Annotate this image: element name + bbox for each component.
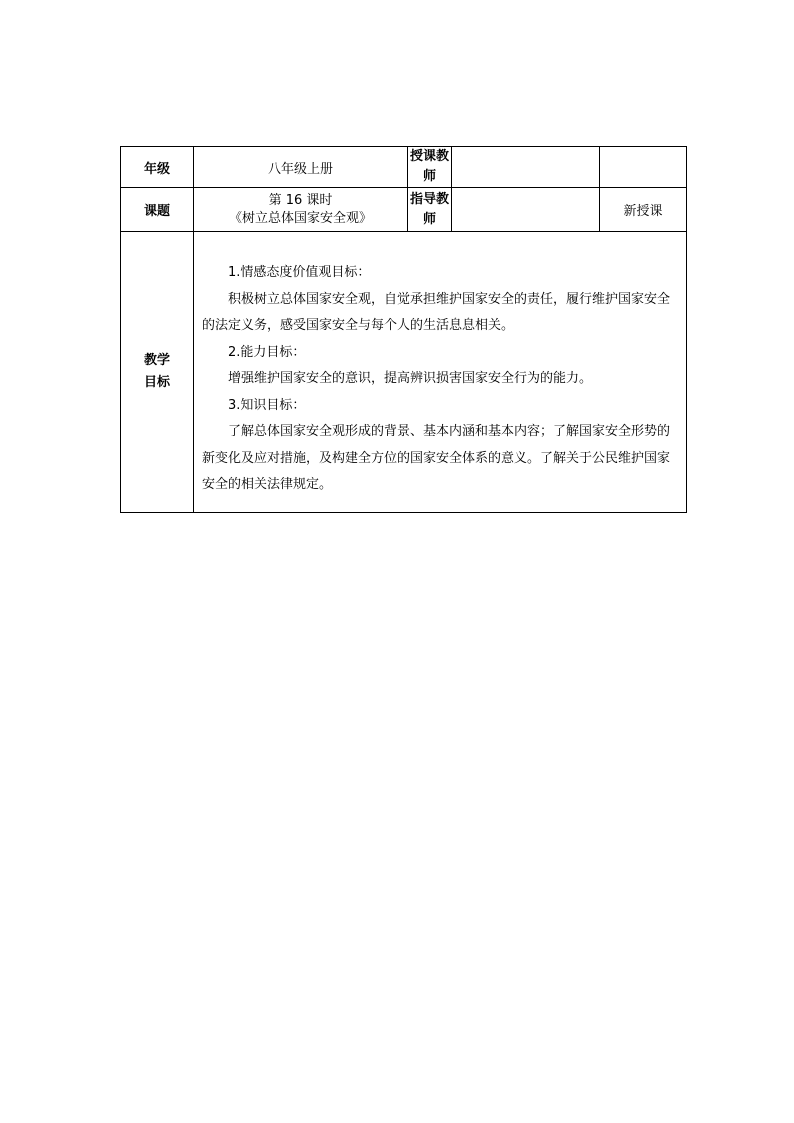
- objective-body: 增强维护国家安全的意识，提高辨识损害国家安全行为的能力。: [228, 371, 593, 386]
- table-row: [121, 188, 687, 232]
- objective-heading: 3.知识目标：: [228, 397, 306, 413]
- objectives-label: 教学目标: [121, 232, 194, 513]
- guide-label: 指导教师: [408, 188, 452, 232]
- grade-label: 年级: [121, 147, 194, 188]
- objective-heading: 2.能力目标：: [228, 344, 306, 360]
- lesson-type: 新授课: [600, 188, 687, 232]
- topic-line-2: 《树立总体国家安全观》: [228, 210, 372, 226]
- lesson-plan-table: [120, 146, 687, 513]
- extra-value: [600, 147, 687, 188]
- topic-label: 课题: [121, 188, 194, 232]
- objectives-content: [194, 232, 687, 513]
- grade-value: 八年级上册: [194, 147, 408, 188]
- objective-body: 了解总体国家安全观形成的背景、基本内涵和基本内容；了解国家安全形势的新变化及应对措施，及构建全方位的国家安全体系的意义。了解关于公民维护国家安全的相关法律规定。: [202, 424, 671, 492]
- teacher-value: [452, 147, 600, 188]
- table-row: [121, 232, 687, 513]
- objective-heading: 1.情感态度价值观目标：: [228, 265, 371, 280]
- table-row: [121, 147, 687, 188]
- topic-line-1: 第 16 课时: [268, 192, 333, 208]
- objective-body: 积极树立总体国家安全观，自觉承担维护国家安全的责任，履行维护国家安全的法定义务，感受国家安全与每个人的生活息息相关。: [202, 291, 671, 333]
- guide-value: [452, 188, 600, 232]
- teacher-label: 授课教师: [408, 147, 452, 188]
- topic-cell: [194, 188, 408, 232]
